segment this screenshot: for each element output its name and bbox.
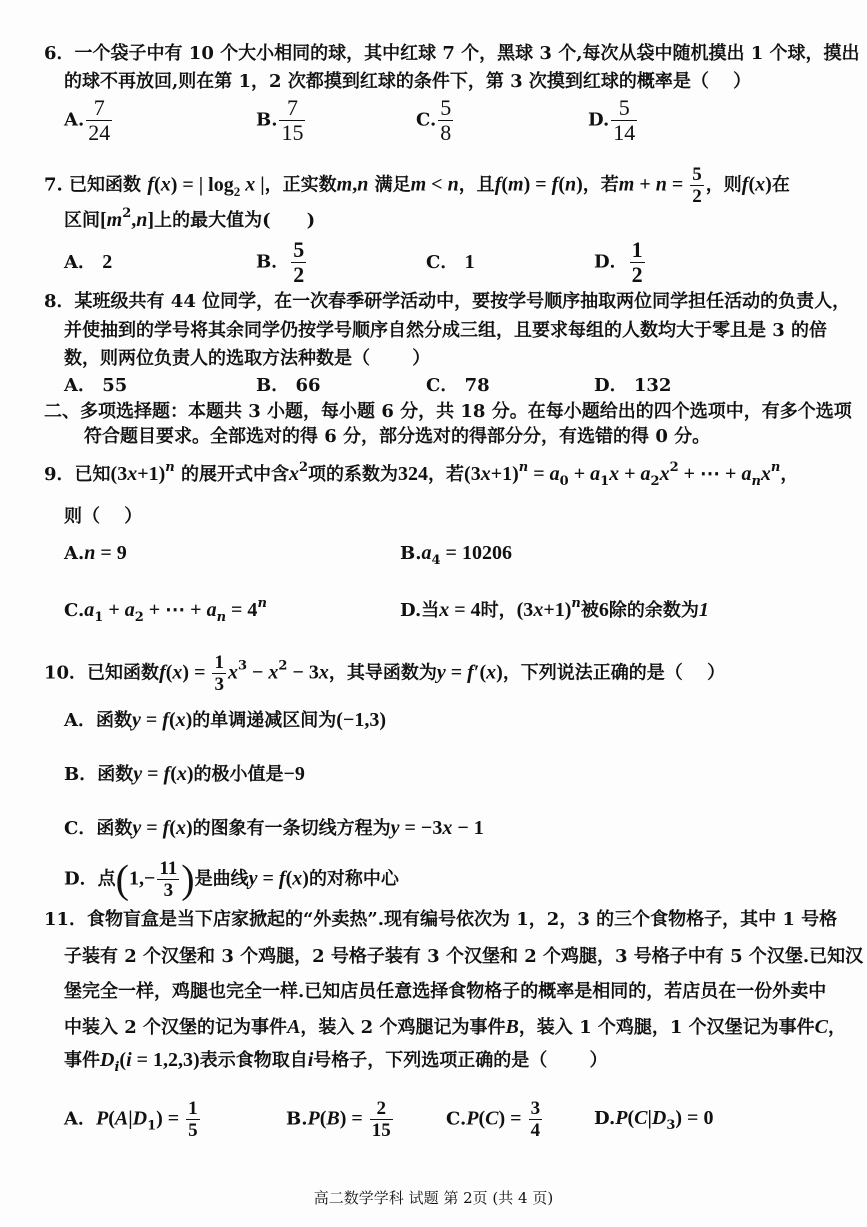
q10-line-1: 10．已知函数f(x) = $\frac{1}{3}$ $x^3 - x^2 - 3x$，其导函数为y = f′(x)，下列说法正确的是（ ） [44, 652, 726, 695]
q10-option-a: A．函数y = f(x)的单调递减区间为(−1,3) [64, 709, 386, 731]
q6-option-b: B. $\frac{7}{15}$ [256, 95, 304, 145]
q7-option-b: B． $\frac{5}{2}$ [256, 237, 305, 287]
q11-option-a: A．$P(A|D_1)$ = $\frac{1}{5}$ [64, 1098, 198, 1141]
q11-line-5: 事件$D_i(i = 1,2,3)$表示食物取自i号格子，下列选项正确的是（ ） [64, 1049, 608, 1075]
q11-line-3: 堡完全一样，鸡腿也完全一样.已知店员任意选择食物格子的概率是相同的，若店员在一份外卖中 [64, 981, 827, 1002]
page-footer: 高二数学学科 试题 第 2页 (共 4 页) [313, 1189, 554, 1207]
q8-option-d: D． 132 [594, 375, 672, 396]
q6-option-d: D. $\frac{5}{14}$ [588, 95, 636, 145]
q7-line-1: 7. 已知函数 f(x) = | $\log_2 x$ |，正实数m,n 满足m < n，且f(m) = f(n)，若m + n = $\frac{5}{2}$ ，则f(x)在 [44, 164, 790, 207]
q7-option-d: D． $\frac{1}{2}$ [594, 237, 643, 287]
q8-line-1: 8．某班级共有 44 位同学，在一次春季研学活动中，要按学号顺序抽取两位同学担任活动的负责人， [44, 291, 851, 312]
q7-option-a: A． 2 [64, 251, 113, 273]
q7-line-2: 区间$[m^2,n]$上的最大值为( ) [64, 206, 316, 231]
q9-option-b: $B.a_4 = 10206$ [400, 542, 512, 568]
q11-option-d: $D.P(C|D_3) = 0$ [594, 1107, 714, 1133]
q9-option-c: $C.a_1 + a_2$ + ⋯ + $a_n = 4^n$ [64, 596, 267, 625]
q11-line-1: 11．食物盲盒是当下店家掀起的“外卖热”.现有编号依次为 1，2，3 的三个食物格子，其中 1 号格 [44, 909, 838, 930]
q10-option-d: D．点(1,− $\frac{11}{3}$ )是曲线y = f(x)的对称中心 [64, 856, 399, 902]
q9-line-1: 9．已知$(3x+1)^n$ 的展开式中含$x^2$项的系数为324，若$(3x+1)^n = a_0 + a_1x + a_2x^2$ + ⋯ + $a_nx^n$， [44, 460, 799, 489]
section-2-heading-cont: 符合题目要求。全部选对的得 6 分，部分选对的得部分分，有选错的得 0 分。 [84, 426, 711, 447]
q6-line-1: 6．一个袋子中有 10 个大小相同的球，其中红球 7 个，黑球 3 个,每次从袋中随机摸出 1 个球，摸出 [44, 43, 860, 64]
q6-line-2: 的球不再放回,则在第 1，2 次都摸到红球的条件下，第 3 次摸到红球的概率是（ ） [64, 71, 752, 92]
q8-line-2: 并使抽到的学号将其余同学仍按学号顺序自然分成三组，且要求每组的人数均大于零且是 3 的倍 [64, 320, 828, 341]
q7-option-c: C． 1 [426, 251, 475, 273]
q9-option-a: A.n = 9 [64, 542, 127, 564]
q6-option-c: C. $\frac{5}{8}$ [416, 95, 452, 145]
section-2-heading: 二、多项选择题：本题共 3 小题，每小题 6 分，共 18 分。在每小题给出的四个选项中，有多个选项 [44, 401, 852, 422]
q6-option-a: A. $\frac{7}{24}$ [64, 95, 111, 145]
q8-line-3: 数，则两位负责人的选取方法种数是（ ） [64, 348, 431, 369]
q9-then: 则（ ） [64, 506, 143, 527]
q11-line-2: 子装有 2 个汉堡和 3 个鸡腿，2 号格子装有 3 个汉堡和 2 个鸡腿，3 号格子中有 5 个汉堡.已知汉 [64, 946, 864, 967]
q8-option-a: A． 55 [64, 375, 128, 396]
q11-option-b: B.P(B) = $\frac{2}{15}$ [286, 1098, 391, 1141]
q8-option-b: B． 66 [256, 375, 321, 396]
q9-option-d: D.当x = 4时，$(3x+1)^n$被6除的余数为1 [400, 596, 709, 621]
q11-line-4: 中装入 2 个汉堡的记为事件A，装入 2 个鸡腿记为事件B，装入 1 个鸡腿，1 个汉堡记为事件C， [64, 1016, 847, 1038]
q11-option-c: C.P(C) = $\frac{3}{4}$ [446, 1098, 541, 1141]
q10-option-b: B．函数y = f(x)的极小值是−9 [64, 763, 305, 785]
q8-option-c: C． 78 [426, 375, 490, 396]
q10-option-c: C．函数y = f(x)的图象有一条切线方程为y = −3x − 1 [64, 817, 484, 839]
